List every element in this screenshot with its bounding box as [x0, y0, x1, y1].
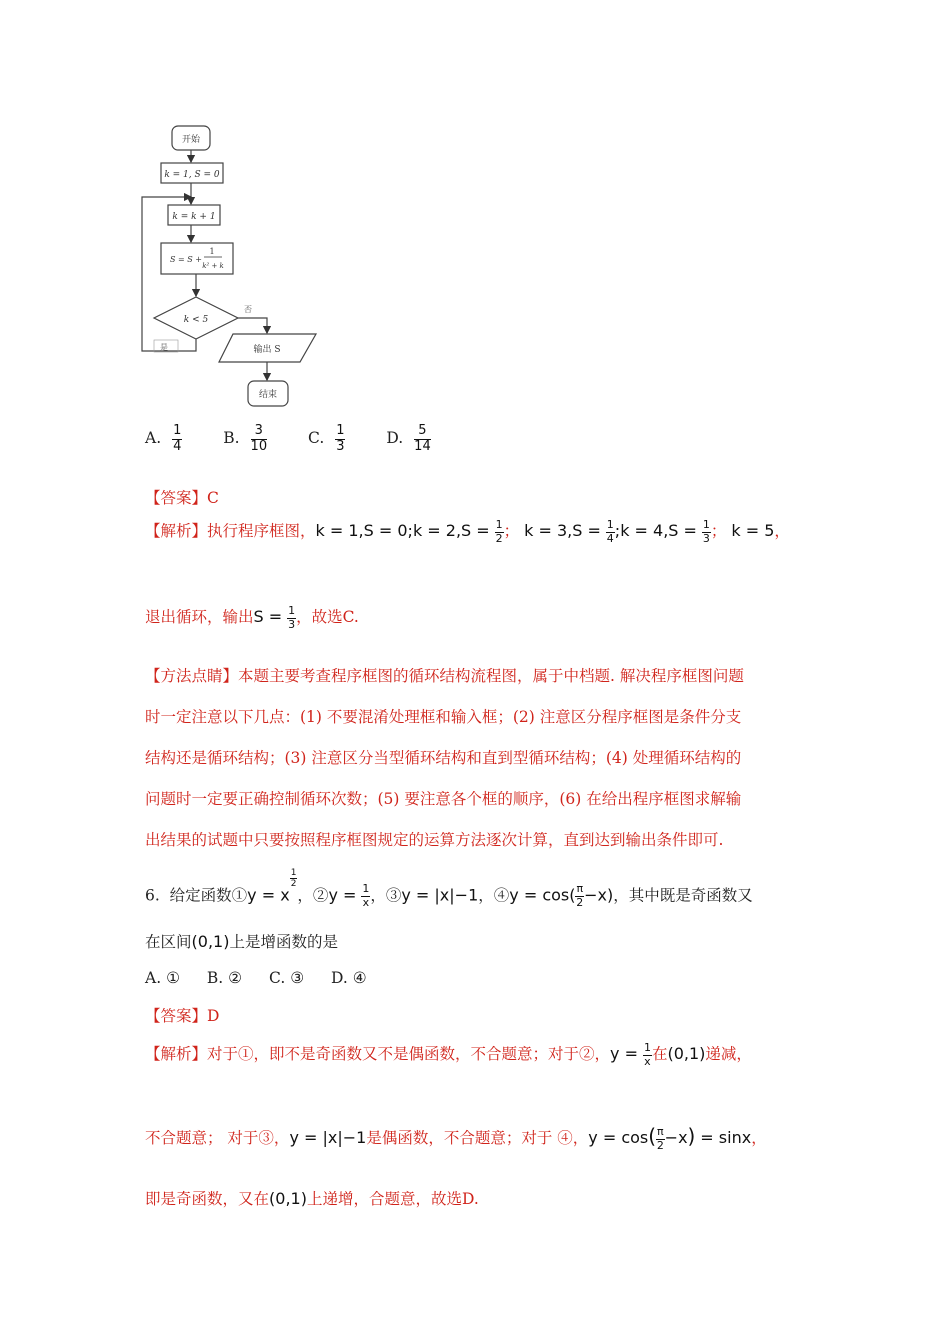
- q6-analysis-line1: 【解析】对于①，即不是奇函数又不是偶函数，不合题意；对于②，y = $\frac{1}{x}$ 在(0,1)递减，: [145, 1041, 752, 1068]
- option-a: A. $\frac{1}{4}$: [145, 423, 182, 454]
- q6-option-c: C. ③: [269, 969, 305, 987]
- q6-option-d: D. ④: [331, 969, 367, 987]
- q6-answer: 【答案】D: [145, 1007, 220, 1025]
- q5-options: [145, 424, 431, 455]
- method-line3: 结构还是循环结构；(3) 注意区分当型循环结构和直到型循环结构；(4) 处理循环结构的: [145, 749, 742, 767]
- option-b: B. $\frac{3}{10}$: [223, 423, 268, 454]
- update-lhs: S = S +: [170, 255, 202, 264]
- q5-method-notes: [145, 656, 805, 861]
- q6-analysis-line2: 不合题意； 对于③，y = |x|−1是偶函数，不合题意；对于 ④，y = cos( $\frac{\pi}{2}$ −x) = sinx，: [145, 1124, 767, 1152]
- q5-analysis-line1: 【解析】执行程序框图，k = 1,S = 0;k = 2,S = $\frac{1}{2}$ ； k = 3,S = $\frac{1}{4}$ ;k = 4,S = $\frac{1}{3}$ ； k = 5，: [145, 518, 790, 545]
- method-line4: 问题时一定要正确控制循环次数；(5) 要注意各个框的顺序，(6) 在给出程序框图求解输: [145, 790, 742, 808]
- option-d: D. $\frac{5}{14}$: [386, 423, 431, 454]
- init-text: k = 1, S = 0: [164, 170, 220, 180]
- q6-option-a: A. ①: [145, 969, 180, 987]
- q6-options: [145, 969, 367, 987]
- q5-analysis-line2: 退出循环，输出S = $\frac{1}{3}$ ，故选C.: [145, 604, 359, 631]
- yes-label: 是: [160, 343, 168, 352]
- q6-option-b: B. ②: [206, 969, 243, 987]
- method-line2: 时一定注意以下几点：(1) 不要混淆处理框和输入框；(2) 注意区分程序框图是条件分支: [145, 708, 742, 726]
- method-line1: 【方法点睛】本题主要考查程序框图的循环结构流程图，属于中档题. 解决程序框图问题: [145, 667, 744, 685]
- condition-text: k < 5: [183, 315, 209, 325]
- end-text: 结束: [258, 390, 278, 400]
- q6-analysis-line3: 即是奇函数，又在(0,1)上递增，合题意，故选D.: [145, 1189, 479, 1208]
- flowchart: [130, 118, 330, 414]
- step-text: k = k + 1: [172, 212, 216, 222]
- output-text: 输出 S: [253, 345, 281, 355]
- q6-stem-line1: 6. 给定函数①y = x $^{\frac{1}{2}}$ ，②y = $\frac{1}{x}$ ，③y = |x|−1，④y = cos( $\frac{\pi}{2}$ −x)，其中既是奇函数又: [145, 868, 753, 909]
- q5-answer: 【答案】C: [145, 489, 219, 507]
- no-label: 否: [244, 305, 252, 314]
- update-num: 1: [209, 247, 215, 256]
- q6-stem-line2: 在区间(0,1)上是增函数的是: [145, 932, 338, 951]
- update-den: k² + k: [202, 262, 224, 270]
- option-c: C. $\frac{1}{3}$: [308, 423, 345, 454]
- start-text: 开始: [181, 135, 201, 145]
- method-line5: 出结果的试题中只要按照程序框图规定的运算方法逐次计算，直到达到输出条件即可.: [145, 831, 724, 849]
